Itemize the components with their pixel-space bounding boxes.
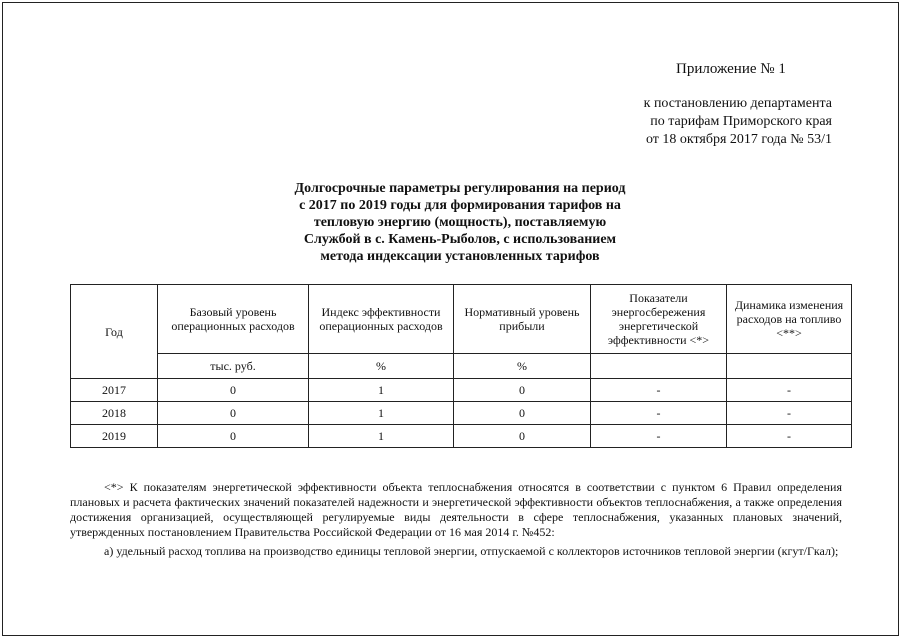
data-cell: 1 <box>309 402 454 425</box>
data-cell: 0 <box>454 402 591 425</box>
year-cell: 2018 <box>71 402 158 425</box>
header-profit-level: Нормативный уровень прибыли <box>454 285 591 354</box>
data-cell: - <box>727 425 852 448</box>
data-cell: 0 <box>454 379 591 402</box>
data-cell: 1 <box>309 379 454 402</box>
table-header-row <box>71 285 852 354</box>
unit-cell: % <box>309 354 454 379</box>
unit-cell <box>727 354 852 379</box>
header-fuel-dynamics: Динамика изменения расходов на топливо <**> <box>727 285 852 354</box>
data-cell: 0 <box>158 379 309 402</box>
parameters-table <box>70 284 852 448</box>
header-energy-saving: Показатели энергосбережения энергетической эффективности <*> <box>591 285 727 354</box>
footnote-paragraph: а) удельный расход топлива на производство единицы тепловой энергии, отпускаемой с коллекторов источников тепловой энергии (кгут/Гкал); <box>104 544 839 558</box>
table-units-row <box>71 354 852 379</box>
data-cell: 1 <box>309 425 454 448</box>
unit-cell: тыс. руб. <box>158 354 309 379</box>
document-title <box>250 180 670 265</box>
year-cell: 2017 <box>71 379 158 402</box>
annex-label: Приложение № 1 <box>676 61 786 77</box>
table-row <box>71 425 852 448</box>
data-cell: 0 <box>454 425 591 448</box>
title-line: тепловую энергию (мощность), поставляемую <box>313 215 607 230</box>
decree-line: от 18 октября 2017 года № 53/1 <box>645 132 832 147</box>
footnote-paragraph: <*> К показателям энергетической эффективности объекта теплоснабжения относятся в соответствии с пунктом 6 Правил определения плановых и расчета фактических значений показателей надежности и энергетической эффективности объектов теплоснабжения, а также определения достижения организацией, осуществляющей регулируемые виды деятельности в сфере теплоснабжения, указанных плановых значений, утвержденных постановлением Правительства Российской Федерации от 16 мая 2014 г. №452: <box>70 480 842 539</box>
decree-reference <box>644 95 832 149</box>
unit-cell: % <box>454 354 591 379</box>
data-cell: 0 <box>158 425 309 448</box>
title-line: Службой в с. Камень-Рыболов, с использованием <box>303 232 617 247</box>
data-cell: - <box>591 379 727 402</box>
data-cell: 0 <box>158 402 309 425</box>
title-line: метода индексации установленных тарифов <box>320 249 600 264</box>
header-efficiency-index: Индекс эффективности операционных расходов <box>309 285 454 354</box>
footnotes <box>70 480 842 559</box>
unit-cell <box>591 354 727 379</box>
data-cell: - <box>591 425 727 448</box>
year-cell: 2019 <box>71 425 158 448</box>
data-cell: - <box>591 402 727 425</box>
table-row <box>71 379 852 402</box>
header-base-opex: Базовый уровень операционных расходов <box>158 285 309 354</box>
data-cell: - <box>727 402 852 425</box>
table-row <box>71 402 852 425</box>
header-year: Год <box>71 285 158 379</box>
title-line: Долгосрочные параметры регулирования на период <box>294 181 626 196</box>
decree-line: к постановлению департамента <box>643 96 832 111</box>
decree-line: по тарифам Приморского края <box>650 114 832 129</box>
title-line: с 2017 по 2019 годы для формирования тарифов на <box>299 198 621 213</box>
data-cell: - <box>727 379 852 402</box>
